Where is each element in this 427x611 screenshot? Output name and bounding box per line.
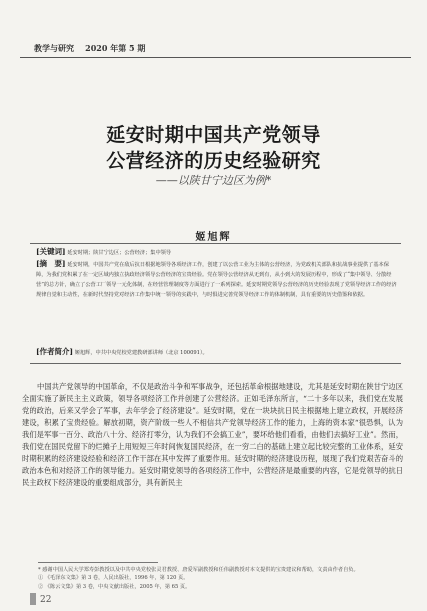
author-info-block — [36, 347, 397, 358]
page-marker — [30, 593, 36, 605]
footnote-rule — [38, 562, 158, 563]
footnote-1: ① 《毛泽东文集》第 3 卷，人民出版社，1996 年，第 120 页。 — [38, 575, 189, 582]
summary-text: 延安时期，中国共产党在敌后抗日根据地领导各项经济工作，创建了以公营工业为主体的公营经济，为党政机关部队和抗战事业提供了基本保障，为我们党积累了在一定区域内独立执政经济领导公营经济的宝贵经验。党在领导公营经济从无到有，从小到大的发展历程中，形成了“集中领导、分散经营”的总方针，确立了公营工厂领导一元化体制，在经营管理制度等方面进行了一系列探索。延安时期党领导公营经济的历史经验表现了党领导经济工作的经济规律自觉和主动性，在新时代坚持党对经济工作集中统一领导的实践中，与时俱进完善党领导经济工作的体制机制，具有重要的历史借鉴和依据。 — [36, 262, 397, 298]
author-info-text: 姬旭辉，中共中央党校党建教研部讲师（北京 100091）。 — [74, 350, 208, 356]
page-number: 22 — [40, 595, 52, 605]
keywords-label: [关键词] — [36, 247, 66, 256]
keywords-block — [36, 247, 397, 258]
article-title-line2: 公营经济的历史经验研究 — [106, 150, 321, 172]
issue-label: 2020 年第 5 期 — [85, 43, 146, 53]
running-header — [34, 43, 407, 54]
journal-name: 教学与研究 — [34, 43, 74, 53]
keywords-text: 延安时期；陕甘宁边区；公营经济；集中领导 — [67, 250, 172, 256]
author-name: 姬旭辉 — [195, 232, 232, 243]
body-text — [22, 381, 403, 549]
author-info-label: [作者简介] — [36, 347, 74, 356]
body-paragraph: 中国共产党领导的中国革命，不仅是政治斗争和军事战争，还包括革命根据地建设，尤其是延安时期在陕甘宁边区全面实施了新民主主义政策，领导各项经济工作并创建了公营经济。正如毛泽东所言，“二十多年以来，我们党在发展党的政治，后来又学会了军事，去年学会了经济建设”。延安时期，党在一块块抗日民主根据地上建立政权，开展经济建设，积累了宝贵经验。解放初期，资产阶级一些人不相信共产党领导经济工作的能力，上海的资本家“很恐惧，认为我们是军事一百分、政治八十分、经济打零分，认为我们不会搞工业”，要坏给他们看看，由他们去搞好工业”。然而，我们党在国民党留下的烂摊子上用短短三年时间恢复国民经济，在一穷二白的基础上建立起比较完整的工业体系，延安时期积累的经济建设经验和经济工作干部在其中发挥了重要作用。延安时期的经济建设历程，展现了我们党艰苦奋斗的政治本色和对经济工作的领导能力。延安时期党领导的各项经济工作中，公营经济是最重要的内容，它是党领导的抗日民主政权下经济建设的重要组成部分，具有新民主 — [22, 382, 403, 487]
footnotes — [38, 566, 393, 591]
summary-block — [36, 259, 397, 343]
header-rule — [20, 57, 411, 58]
summary-label: [摘 要] — [36, 259, 66, 268]
footnote-2: ② 《陈云文集》第 3 卷，中央文献出版社，2005 年，第 65 页。 — [38, 583, 191, 590]
article-subtitle: ——以陕甘宁边区为例* — [155, 174, 272, 187]
article-title-line1: 延安时期中国共产党领导 — [106, 124, 321, 146]
footnote-star: * 感谢中国人民大学郑寿彭教授以及中共中央党校张灵君教授、唐爱军副教授和任伟副教授对本文提供的宝贵建议和帮助，文责由作者自负。 — [38, 567, 359, 573]
